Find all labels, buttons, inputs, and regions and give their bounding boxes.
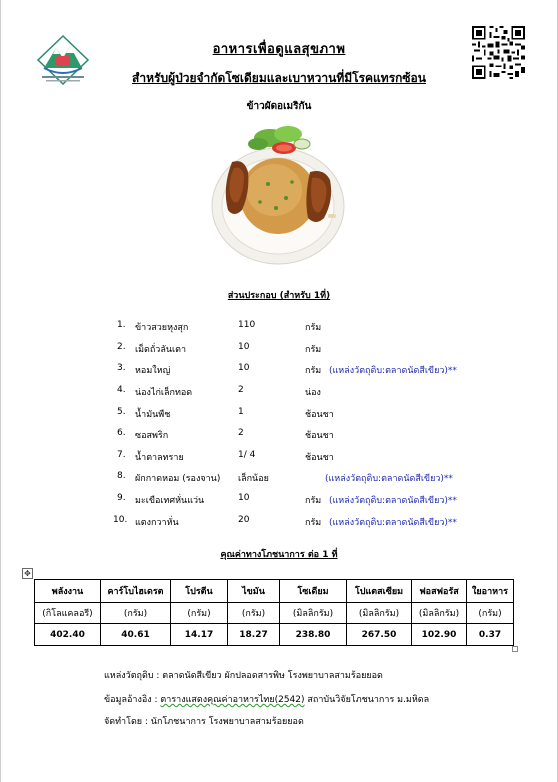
nutrient-name: คาร์โบไฮเดรต bbox=[101, 580, 171, 603]
ingredient-name: แตงกวาหั่น bbox=[135, 518, 179, 528]
nutrition-value-row bbox=[35, 624, 514, 646]
ingredient-row bbox=[0, 493, 558, 508]
ingredient-name: น้ำตาลทราย bbox=[135, 453, 184, 463]
nutrition-heading: คุณค่าทางโภชนาการ ต่อ 1 ที่ bbox=[220, 550, 338, 560]
nutrient-name: ไขมัน bbox=[228, 580, 280, 603]
ingredient-unit: น่อง bbox=[305, 388, 321, 398]
ingredient-name: ข้าวสวยหุงสุก bbox=[135, 323, 189, 333]
ingredient-source: (แหล่งวัตถุดิบ:ตลาดนัดสีเขียว)** bbox=[329, 518, 457, 528]
ingredient-row bbox=[0, 342, 558, 357]
nutrient-name: ฟอสฟอรัส bbox=[412, 580, 467, 603]
ingredient-name: หอมใหญ่ bbox=[135, 366, 171, 376]
ingredient-number: 6. bbox=[117, 428, 126, 438]
ingredient-number: 5. bbox=[117, 407, 126, 417]
ingredient-number: 2. bbox=[117, 342, 126, 352]
nutrient-unit: (มิลลิกรัม) bbox=[347, 603, 412, 624]
ingredient-unit: กรัม bbox=[305, 518, 322, 528]
reference-note bbox=[104, 692, 429, 706]
nutrient-name: โปแตสเซียม bbox=[347, 580, 412, 603]
nutrient-unit: (กรัม) bbox=[101, 603, 171, 624]
ingredient-name: เม็ดถั่วลันเตา bbox=[135, 345, 186, 355]
nutrient-unit: (กรัม) bbox=[467, 603, 514, 624]
ingredients-heading: ส่วนประกอบ (สำหรับ 1ที่) bbox=[227, 291, 331, 301]
ingredient-unit: กรัม bbox=[305, 366, 322, 376]
nutrient-value: 40.61 bbox=[101, 624, 171, 646]
ingredient-name: น้ำมันพืช bbox=[135, 410, 171, 420]
ingredient-number: 1. bbox=[117, 320, 126, 330]
nutrition-header-row bbox=[35, 580, 514, 603]
ingredient-row bbox=[0, 428, 558, 443]
ingredient-number: 9. bbox=[117, 493, 126, 503]
nutrition-table bbox=[34, 579, 514, 646]
ingredient-row bbox=[0, 385, 558, 400]
nutrient-unit: (มิลลิกรัม) bbox=[280, 603, 347, 624]
ingredient-name: มะเขือเทศหั่นแว่น bbox=[135, 496, 205, 506]
ingredient-quantity: 1 bbox=[238, 407, 244, 417]
ingredient-quantity: 10 bbox=[238, 363, 250, 373]
ingredient-quantity: 10 bbox=[238, 342, 250, 352]
ingredient-source: (แหล่งวัตถุดิบ:ตลาดนัดสีเขียว)** bbox=[325, 474, 453, 484]
ingredient-unit: ช้อนชา bbox=[305, 410, 334, 420]
nutrient-value: 102.90 bbox=[412, 624, 467, 646]
ingredient-number: 7. bbox=[117, 450, 126, 460]
ingredient-number: 3. bbox=[117, 363, 126, 373]
ingredient-row bbox=[0, 471, 558, 486]
ingredient-quantity: 10 bbox=[238, 493, 250, 503]
nutrient-unit: (กรัม) bbox=[171, 603, 228, 624]
nutrient-value: 14.17 bbox=[171, 624, 228, 646]
nutrient-unit: (มิลลิกรัม) bbox=[412, 603, 467, 624]
nutrient-unit: (กิโลแคลอรี) bbox=[35, 603, 101, 624]
reference-title: ตารางแสดงคุณค่าอาหารไทย(2542) bbox=[160, 695, 305, 705]
nutrient-value: 238.80 bbox=[280, 624, 347, 646]
ingredient-source: (แหล่งวัตถุดิบ:ตลาดนัดสีเขียว)** bbox=[329, 496, 457, 506]
ingredient-name: ผักกาดหอม (รองจาน) bbox=[135, 474, 221, 484]
fried-rice-photo bbox=[210, 114, 346, 274]
author-note: จัดทำโดย : นักโภชนาการ โรงพยาบาลสามร้อยยอด bbox=[104, 717, 304, 727]
ingredient-row bbox=[0, 320, 558, 335]
ingredient-quantity: 2 bbox=[238, 428, 244, 438]
ingredient-source-note: แหล่งวัตถุดิบ : ตลาดนัดสีเขียว ผักปลอดสารพิษ โรงพยาบาลสามร้อยยอด bbox=[104, 671, 383, 681]
ingredient-quantity: 110 bbox=[238, 320, 256, 330]
nutrient-name: โซเดียม bbox=[280, 580, 347, 603]
nutrient-value: 267.50 bbox=[347, 624, 412, 646]
nutrition-unit-row bbox=[35, 603, 514, 624]
ingredient-number: 10. bbox=[113, 515, 128, 525]
ingredient-name: ซอสพริก bbox=[135, 431, 169, 441]
ingredient-quantity: 20 bbox=[238, 515, 250, 525]
table-resize-handle[interactable] bbox=[512, 646, 518, 652]
ingredient-unit: ช้อนชา bbox=[305, 453, 334, 463]
nutrient-name: พลังงาน bbox=[35, 580, 101, 603]
ingredient-name: น่องไก่เล็กทอด bbox=[135, 388, 193, 398]
ingredient-quantity: 2 bbox=[238, 385, 244, 395]
ingredient-unit: กรัม bbox=[305, 345, 322, 355]
ingredient-unit: กรัม bbox=[305, 323, 322, 333]
ingredient-source: (แหล่งวัตถุดิบ:ตลาดนัดสีเขียว)** bbox=[329, 366, 457, 376]
dish-name: ข้าวผัดอเมริกัน bbox=[246, 101, 312, 112]
ingredient-row bbox=[0, 450, 558, 465]
ingredient-row bbox=[0, 515, 558, 530]
ingredient-unit: กรัม bbox=[305, 496, 322, 506]
ingredient-quantity: เล็กน้อย bbox=[238, 474, 269, 484]
nutrient-value: 402.40 bbox=[35, 624, 101, 646]
ingredient-row bbox=[0, 407, 558, 422]
nutrient-value: 18.27 bbox=[228, 624, 280, 646]
ingredient-row bbox=[0, 363, 558, 378]
reference-prefix: ข้อมูลอ้างอิง : bbox=[104, 695, 161, 705]
nutrient-name: โปรตีน bbox=[171, 580, 228, 603]
nutrient-name: ใยอาหาร bbox=[467, 580, 514, 603]
ingredient-number: 8. bbox=[117, 471, 126, 481]
nutrient-value: 0.37 bbox=[467, 624, 514, 646]
page-subtitle: สำหรับผู้ป่วยจำกัดโซเดียมและเบาหวานที่มีโรคแทรกซ้อน bbox=[132, 71, 426, 85]
move-handle-icon[interactable]: ✥ bbox=[22, 568, 33, 579]
reference-suffix: สถาบันวิจัยโภชนาการ ม.มหิดล bbox=[304, 695, 430, 705]
ingredient-quantity: 1/ 4 bbox=[238, 450, 256, 460]
ingredient-unit: ช้อนชา bbox=[305, 431, 334, 441]
page-title: อาหารเพื่อดูแลสุขภาพ bbox=[212, 42, 346, 57]
ingredient-number: 4. bbox=[117, 385, 126, 395]
nutrient-unit: (กรัม) bbox=[228, 603, 280, 624]
